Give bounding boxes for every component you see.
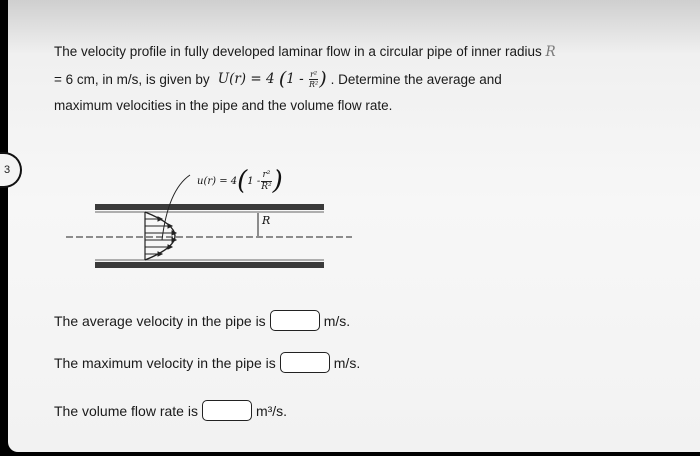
problem-line-3: maximum velocities in the pipe and the volume flow rate. [54, 98, 393, 113]
pipe-top-wall [95, 204, 324, 210]
problem-line-2: = 6 cm, in m/s, is given by U(r) = 4 (1 - $\frac{\text{r²}}{\text{R²}}$ ) . Determine the average and [54, 68, 502, 90]
problem-line-1: The velocity profile in fully developed laminar flow in a circular pipe of inner radius R [54, 44, 556, 60]
average-velocity-input[interactable] [270, 310, 320, 331]
radius-label: R [262, 214, 271, 227]
pipe-bottom-wall [95, 262, 324, 268]
question-sheet [4, 0, 700, 452]
inline-equation: U(r) = 4 (1 - $\frac{\text{r²}}{\text{R²}}$ ) [217, 68, 327, 90]
diagram-equation: u(r) = 4 ( 1 - $\frac{\text{r²}}{\text{R²}}$ ) [197, 166, 283, 196]
answer-maximum-velocity: The maximum velocity in the pipe is m/s. [54, 352, 360, 373]
answer-average-velocity: The average velocity in the pipe is m/s. [54, 310, 350, 331]
volume-flow-rate-input[interactable] [202, 400, 252, 421]
question-number-badge: 3 [0, 152, 22, 188]
pipe-diagram [8, 0, 700, 300]
maximum-velocity-input[interactable] [280, 352, 330, 373]
answer-volume-flow-rate: The volume flow rate is m³/s. [54, 400, 287, 421]
